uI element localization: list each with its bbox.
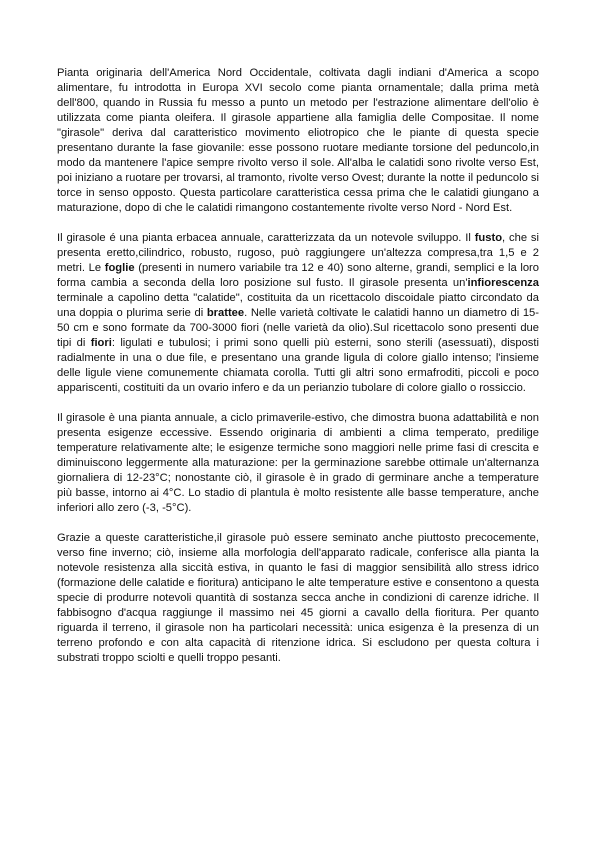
text-run: Grazie a queste caratteristiche,il girasole può essere seminato anche piuttosto precocemente, verso fine inverno; ciò, insieme alla morfologia dell'apparato radicale, conferisce alla pianta la notevole resistenza alla siccità estiva, in quanto le fasi di maggior sensibilità allo stress idrico (formazione delle calatide e fioritura) anticipano le alte temperature estive e consentono a questa specie di produrre notevoli quantità di sostanza secca anche in condizioni di carenze idriche. Il fabbisogno d'acqua raggiunge il massimo nei 45 giorni a cavallo della fioritura. Per quanto riguarda il terreno, il girasole non ha particolari necessità: unica esigenza è la presenza di un terreno profondo e con alta capacità di ritenzione idrica. Si escludono per questa coltura i substrati troppo sciolti e quelli troppo pesanti. — [57, 532, 539, 664]
text-run: , che si presenta eretto,cilindrico, robusto, rugoso, può raggiungere un'altezza compresa,tra 1,5 e 2 metri. Le — [57, 232, 539, 274]
text-run: terminale a capolino detta "calatide", costituita da un ricettacolo discoidale piatto circondato da una doppia o plurima serie di — [57, 292, 539, 319]
keyword-infiorescenza: infiorescenza — [467, 277, 539, 289]
text-run: (presenti in numero variabile tra 12 e 40) sono alterne, grandi, semplici e la loro forma cambia a seconda della loro posizione sul fusto. Il girasole presenta un' — [57, 262, 539, 289]
keyword-brattee: brattee — [206, 307, 245, 319]
keyword-foglie: foglie — [104, 262, 135, 274]
keyword-fiori: fiori — [90, 337, 112, 349]
text-run: Pianta originaria dell'America Nord Occidentale, coltivata dagli indiani d'America a scopo alimentare, fu introdotta in Europa XVI secolo come pianta ornamentale; dalla prima metà dell'800, quando in Russia fu messo a punto un metodo per l'estrazione alimentare dell'olio è utilizzata come pianta oleifera. Il girasole appartiene alla famiglia delle Compositae. Il nome "girasole" deriva dal caratteristico movimento eliotropico che le piante di questa specie presentano durante la fase giovanile: esse possono ruotare mediante torsione del peduncolo,in modo da mantenere l'apice sempre rivolto verso il sole. All'alba le calatidi sono rivolte verso Est, poi iniziano a ruotare per trovarsi, al tramonto, rivolte verso Ovest; durante la notte il peduncolo si torce in senso opposto. Questa particolare caratteristica cessa prima che le calatidi giungano a maturazione, dopo di che le calatidi rimangono costantemente rivolte verso Nord - Nord Est. — [57, 67, 539, 214]
text-run: Il girasole è una pianta annuale, a ciclo primaverile-estivo, che dimostra buona adattabilità e non presenta esigenze eccessive. Essendo originaria di ambienti a clima temperato, predilige temperature relativamente alte; le esigenze termiche sono maggiori nelle prime fasi di crescita e diminuiscono leggermente alla maturazione: per la germinazione sarebbe ottimale un'alternanza giornaliera di 12-23°C; nonostante ciò, il girasole è in grado di germinare anche a temperature più basse, intorno ai 4°C. Lo stadio di plantula è molto resistente alle basse temperature, anche inferiori allo zero (-3, -5°C). — [57, 412, 539, 514]
paragraph-origin — [57, 66, 539, 216]
document-body — [57, 66, 539, 681]
text-run: Il girasole é una pianta erbacea annuale, caratterizzata da un notevole sviluppo. Il — [57, 232, 475, 244]
paragraph-morphology — [57, 231, 539, 396]
paragraph-cultivation — [57, 531, 539, 666]
keyword-fusto: fusto — [474, 232, 503, 244]
paragraph-climate — [57, 411, 539, 516]
text-run: : ligulati e tubulosi; i primi sono quelli più esterni, sono sterili (asessuati), disposti radialmente in una o due file, e presentano una grande ligula di colore giallo intenso; l'insieme delle ligule viene comunemente chiamata corolla. Tutti gli altri sono ermafroditi, piccoli e poco appariscenti, costituiti da un ovario infero e da un perianzio tubolare di colore giallo o rossiccio. — [57, 337, 539, 394]
text-run: . Nelle varietà coltivate le calatidi hanno un diametro di 15-50 cm e sono formate da 700-3000 fiori (nelle varietà da olio).Sul ricettacolo sono presenti due tipi di — [57, 307, 539, 349]
